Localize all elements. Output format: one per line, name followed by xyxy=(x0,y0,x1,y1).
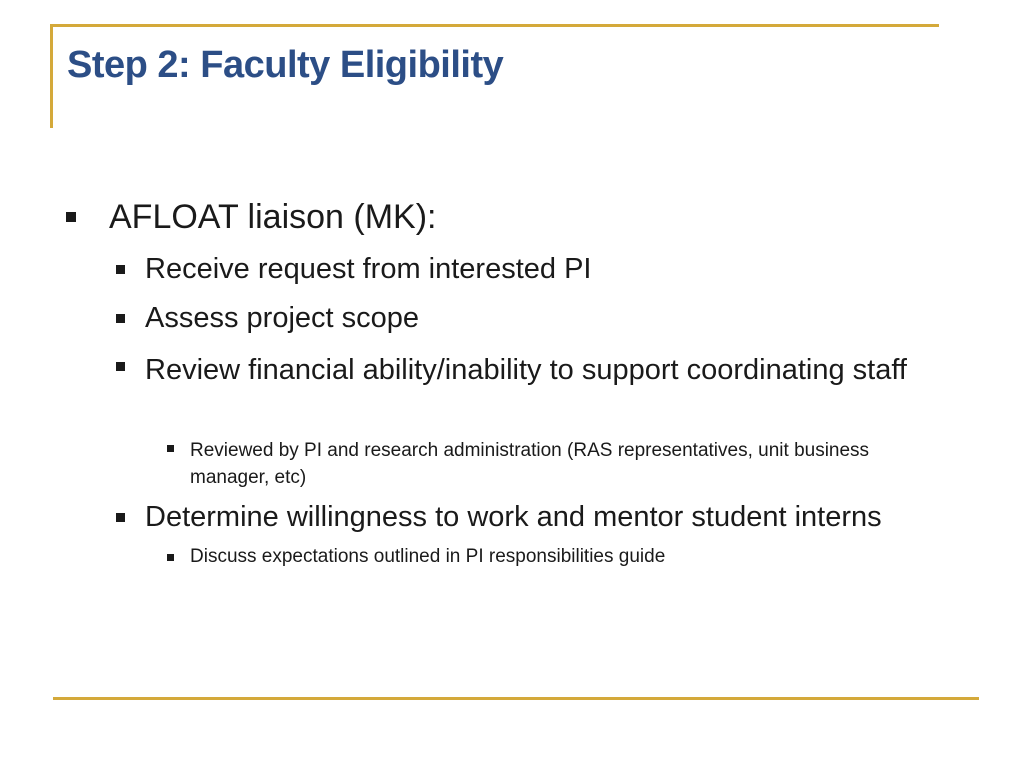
left-border-line xyxy=(50,24,53,128)
bullet-review-financial xyxy=(145,350,935,390)
square-bullet-icon xyxy=(167,445,174,452)
subbullet-reviewed-by xyxy=(190,437,950,491)
bullet-afloat-liaison xyxy=(109,198,436,237)
bullet-assess-scope xyxy=(145,302,419,335)
bottom-border-line xyxy=(53,697,979,700)
square-bullet-icon xyxy=(116,265,125,274)
square-bullet-icon xyxy=(167,554,174,561)
top-border-line xyxy=(50,24,939,27)
bullet-determine-willingness xyxy=(145,501,882,534)
bullet-text: Assess project scope xyxy=(145,302,420,334)
bullet-text: Reviewed by PI and research administration (RAS representatives, unit business manager, etc) xyxy=(190,440,870,488)
bullet-text: AFLOAT liaison (MK): xyxy=(109,198,437,236)
bullet-receive-request xyxy=(145,253,591,286)
bullet-text: Receive request from interested PI xyxy=(145,253,592,285)
square-bullet-icon xyxy=(116,513,125,522)
square-bullet-icon xyxy=(116,362,125,371)
slide-title: Step 2: Faculty Eligibility xyxy=(67,44,504,86)
subbullet-discuss-expectations xyxy=(190,546,665,568)
bullet-text: Discuss expectations outlined in PI responsibilities guide xyxy=(190,546,666,567)
bullet-text: Determine willingness to work and mentor student interns xyxy=(145,501,882,533)
square-bullet-icon xyxy=(66,212,76,222)
bullet-text: Review financial ability/inability to support coordinating staff xyxy=(145,354,907,386)
square-bullet-icon xyxy=(116,314,125,323)
